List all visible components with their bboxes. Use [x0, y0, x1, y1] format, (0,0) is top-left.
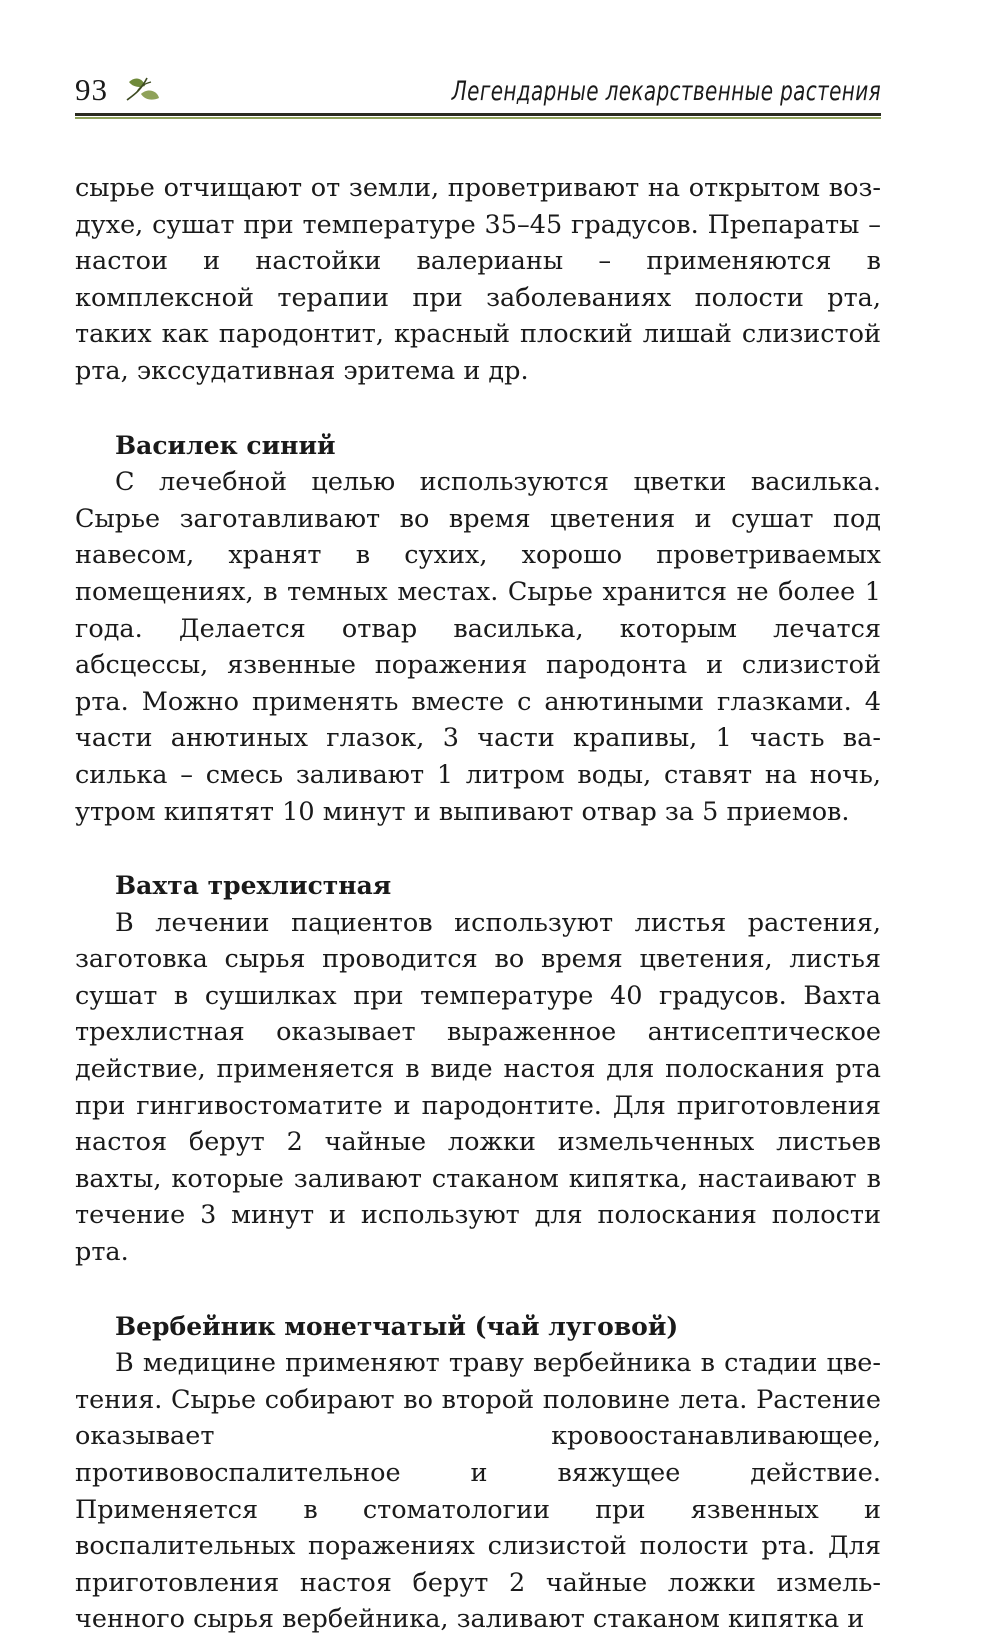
section-text-vakhta: В лечении пациентов используют листья растения, заготовка сырья проводится во время цветения, листья сушат в сушилках при температуре 40 градусов. Вахта трехлистная оказывает выраженное антисептическое действие, применяется в виде настоя для полоскания рта при гингивостоматите и пародонтите. Для приготовления настоя берут 2 чайные ложки измельченных листьев вахты, которые заливают стаканом кипятка, настаивают в течение 3 минут и используют для полоскания полости рта. — [75, 907, 881, 1268]
page-header — [75, 66, 881, 112]
intro-paragraph: сырье отчищают от земли, проветривают на открытом воздухе, сушат при температуре 35–45 градусов. Препараты – настои и настойки валерианы – применяются в комплексной терапии при заболеваниях полости рта, таких как пародонтит, красный плоский лишай слизистой рта, экссудативная эритема и др. — [75, 173, 881, 386]
section-heading-vasilek: Василек синий — [115, 430, 336, 460]
page-number: 93 — [75, 72, 108, 107]
header-rule — [75, 113, 881, 119]
running-title: Легендарные лекарственные растения — [451, 76, 881, 107]
page-body — [75, 170, 881, 1638]
section-heading-verbeinik: Вербейник монетчатый (чай луговой) — [115, 1311, 679, 1341]
section-text-verbeinik: В медицине применяют траву вербейника в стадии цветения. Сырье собирают во второй половине лета. Растение оказывает кровоостанавливающее, противовоспалительное и вяжущее действие. Применяется в стоматологии при язвенных и воспалительных поражениях слизистой полости рта. Для приготовления настоя берут 2 чайные ложки измельченного сырья вербейника, заливают стаканом кипятка и — [75, 1348, 881, 1635]
section-text-vasilek: С лечебной целью используются цветки василька. Сырье заготавливают во время цветения и сушат под навесом, хранят в сухих, хорошо проветриваемых помещениях, в темных местах. Сырье хранится не более 1 года. Делается отвар василька, которым лечатся абсцессы, язвенные поражения пародонта и слизистой рта. Можно применять вместе с анютиными глазками. 4 части анютиных глазок, 3 части крапивы, 1 часть василька – смесь заливают 1 литром воды, ставят на ночь, утром кипятят 10 минут и выпивают отвар за 5 приемов. — [75, 467, 881, 827]
section-heading-vakhta: Вахта трехлистная — [115, 871, 392, 901]
leaf-icon — [125, 72, 161, 104]
